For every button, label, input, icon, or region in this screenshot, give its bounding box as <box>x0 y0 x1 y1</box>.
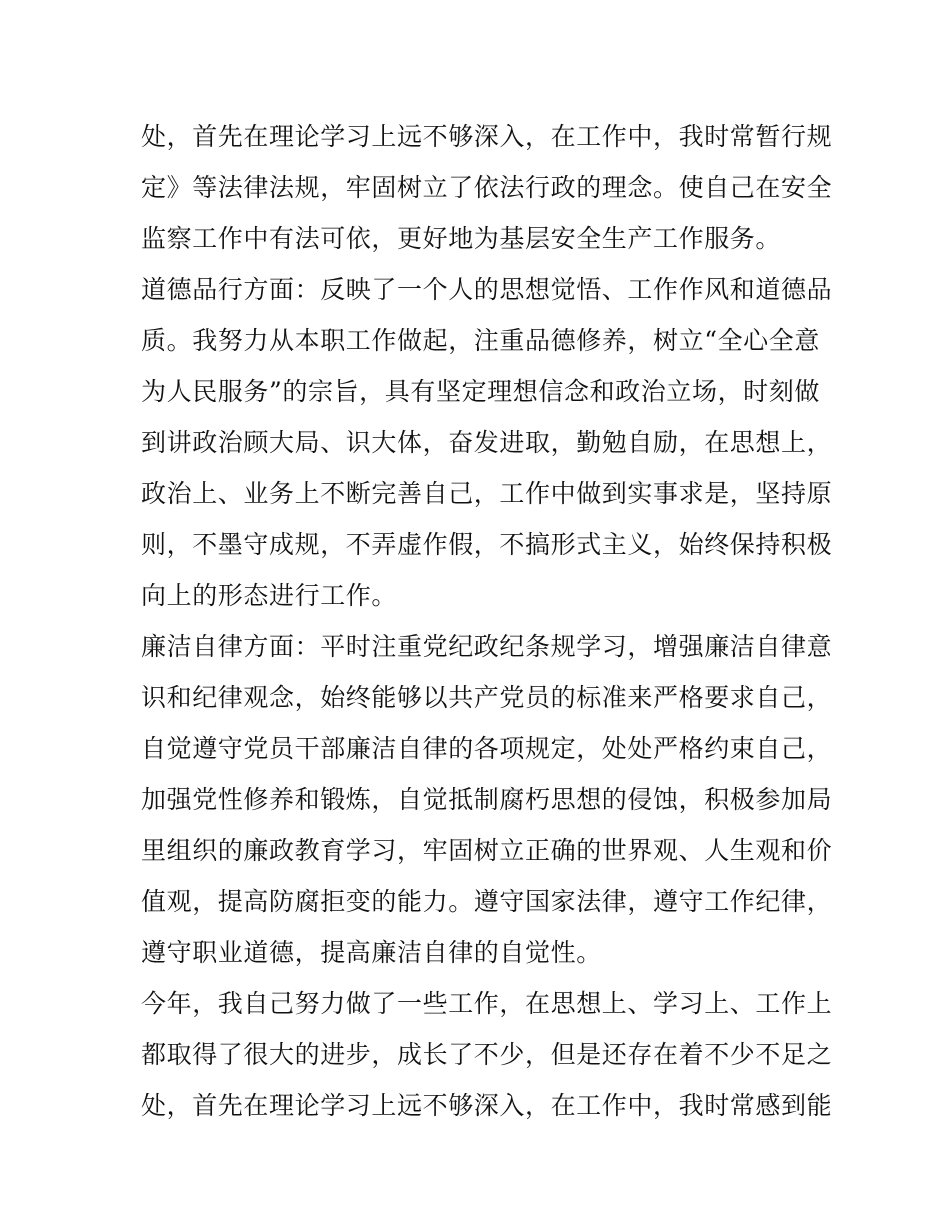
text-line: 道德品行方面：反映了一个人的思想觉悟、工作作风和道德品 <box>141 275 833 304</box>
text-line: 政治上、业务上不断完善自己，工作中做到实事求是，坚持原 <box>141 479 833 508</box>
document-body <box>141 111 833 1131</box>
text-line: 识和纪律观念，始终能够以共产党员的标准来严格要求自己， <box>141 683 833 712</box>
text-line: 里组织的廉政教育学习，牢固树立正确的世界观、人生观和价 <box>141 836 833 865</box>
text-line: 都取得了很大的进步，成长了不少，但是还存在着不少不足之 <box>141 1040 833 1069</box>
text-line: 向上的形态进行工作。 <box>141 581 398 610</box>
text-line: 质。我努力从本职工作做起，注重品德修养，树立“全心全意 <box>141 326 820 355</box>
text-line: 处，首先在理论学习上远不够深入，在工作中，我时常感到能 <box>141 1091 833 1120</box>
text-line: 遵守职业道德，提高廉洁自律的自觉性。 <box>141 938 602 967</box>
text-line: 处，首先在理论学习上远不够深入，在工作中，我时常暂行规 <box>141 122 833 151</box>
text-line: 加强党性修养和锻炼，自觉抵制腐朽思想的侵蚀，积极参加局 <box>141 785 833 814</box>
text-line: 今年，我自己努力做了一些工作，在思想上、学习上、工作上 <box>141 989 833 1018</box>
text-line: 则，不墨守成规，不弄虚作假，不搞形式主义，始终保持积极 <box>141 530 833 559</box>
text-line: 自觉遵守党员干部廉洁自律的各项规定，处处严格约束自己， <box>141 734 833 763</box>
text-line: 到讲政治顾大局、识大体，奋发进取，勤勉自励，在思想上， <box>141 428 833 457</box>
text-line: 为人民服务”的宗旨，具有坚定理想信念和政治立场，时刻做 <box>141 377 820 406</box>
text-line: 廉洁自律方面：平时注重党纪政纪条规学习，增强廉洁自律意 <box>141 632 833 661</box>
text-line: 监察工作中有法可依，更好地为基层安全生产工作服务。 <box>141 224 782 253</box>
text-line: 值观，提高防腐拒变的能力。遵守国家法律，遵守工作纪律， <box>141 887 833 916</box>
text-line: 定》等法律法规，牢固树立了依法行政的理念。使自己在安全 <box>141 173 833 202</box>
